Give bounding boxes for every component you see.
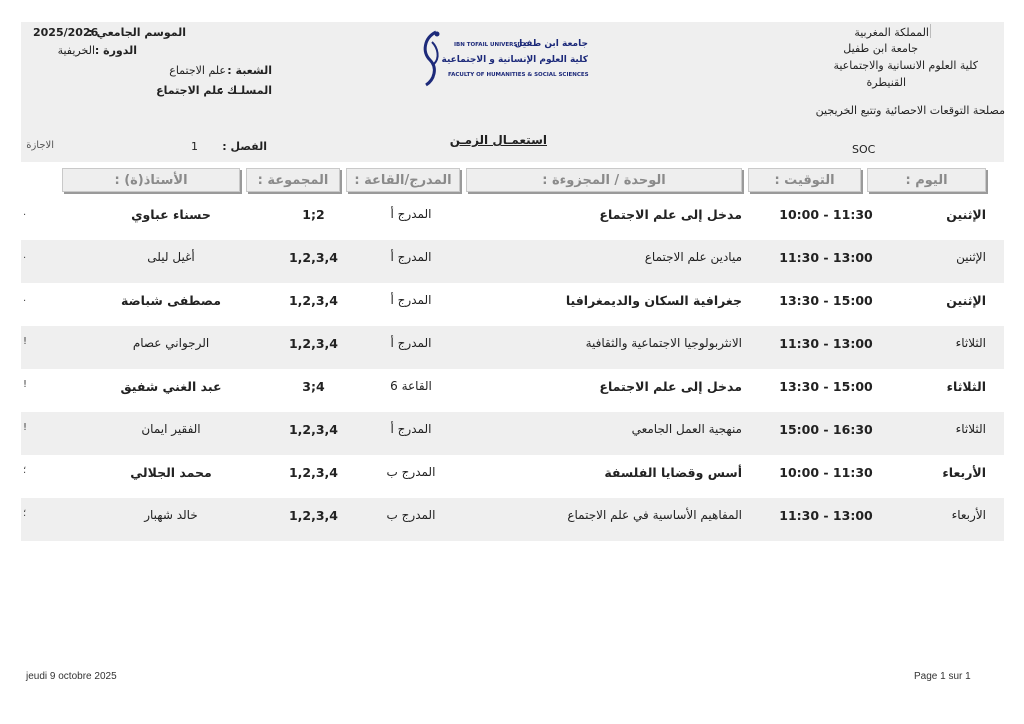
column-header-module: الوحدة / المجزوءة :	[466, 168, 742, 192]
cell-time: 11:30 - 13:00	[779, 336, 873, 351]
column-header-day: اليوم :	[867, 168, 986, 192]
table-row	[21, 455, 1004, 498]
cell-module: أسس وقضايا الفلسفة	[604, 465, 742, 480]
cell-edge-mark: .	[23, 250, 27, 261]
cell-group: 1,2,3,4	[288, 250, 339, 265]
cell-day: الأربعاء	[942, 465, 986, 480]
cell-professor: حسناء عباوي	[131, 207, 211, 222]
track-value: علم الاجتماع	[156, 84, 224, 97]
logo-ar-line1: جامعة ابن طفيل	[514, 39, 588, 49]
cell-group: 1,2,3,4	[288, 336, 339, 351]
cell-time: 11:30 - 13:00	[779, 508, 873, 523]
faculty-text: كلية العلوم الانسانية والاجتماعية	[833, 59, 978, 72]
table-row	[21, 326, 1004, 369]
kingdom-text: المملكة المغربية	[854, 26, 929, 39]
cell-module: الانثربولوجيا الاجتماعية والثقافية	[585, 336, 742, 350]
cell-day: الإثنين	[946, 293, 986, 308]
season-value: 2025/2026	[33, 26, 99, 39]
code-text: SOC	[852, 143, 876, 156]
track-label: المسلـك :	[218, 84, 272, 97]
cell-day: الثلاثاء	[946, 379, 986, 394]
logo-en-line1: IBN TOFAIL UNIVERSITY	[454, 42, 528, 48]
season-label: الموسم الجامعي :	[88, 26, 186, 39]
cell-edge-mark: ؛	[23, 465, 27, 476]
cell-day: الإثنين	[956, 250, 986, 264]
column-header-professor: الأستاذ(ة) :	[62, 168, 240, 192]
cell-edge-mark: .	[23, 293, 27, 304]
cell-day: الأربعاء	[951, 508, 986, 522]
cell-day: الثلاثاء	[955, 422, 986, 436]
cell-module: مدخل إلى علم الاجتماع	[599, 379, 742, 394]
cell-room: المدرج أ	[390, 250, 432, 264]
cell-professor: محمد الجلالي	[130, 465, 212, 480]
column-header-group: المجموعة :	[246, 168, 340, 192]
cell-module: جغرافية السكان والديمغرافيا	[565, 293, 742, 308]
cell-room: المدرج ب	[386, 465, 436, 479]
service-text: مصلحة التوقعات الاحصائية وتتبع الخريجين	[815, 104, 1005, 117]
table-row	[21, 412, 1004, 455]
university-logo	[418, 26, 598, 92]
cell-edge-mark: !	[23, 336, 28, 347]
table-row	[21, 240, 1004, 283]
branch-value: علم الاجتماع	[169, 64, 226, 77]
cell-professor: مصطفى شباضة	[121, 293, 221, 308]
session-value: الخريفية	[57, 44, 95, 57]
cell-group: 3;4	[302, 379, 325, 394]
footer-date: jeudi 9 octobre 2025	[26, 671, 117, 682]
logo-ar-line2: كلية العلوم الإنسانية و الاجتماعية	[441, 55, 588, 65]
cell-professor: أغيل ليلى	[147, 250, 195, 264]
cell-time: 13:30 - 15:00	[779, 379, 873, 394]
cell-room: المدرج أ	[390, 293, 432, 307]
cell-room: القاعة 6	[390, 379, 432, 393]
cell-edge-mark: !	[23, 379, 28, 390]
footer-page: Page 1 sur 1	[914, 671, 971, 682]
table-row	[21, 498, 1004, 541]
cell-edge-mark: ؛	[23, 508, 27, 519]
degree-text: الاجازة	[26, 140, 54, 151]
table-row	[21, 283, 1004, 326]
cell-group: 1,2,3,4	[288, 422, 339, 437]
table-row	[21, 197, 1004, 240]
cell-time: 13:30 - 15:00	[779, 293, 873, 308]
cell-professor: الفقير ايمان	[141, 422, 201, 436]
page-title: استعمـال الزمـن	[449, 133, 547, 147]
cell-module: منهجية العمل الجامعي	[631, 422, 742, 436]
cell-group: 1,2,3,4	[288, 293, 339, 308]
cell-day: الثلاثاء	[955, 336, 986, 350]
cell-group: 1,2,3,4	[288, 465, 339, 480]
column-header-room: المدرج/القاعة :	[346, 168, 460, 192]
table-row	[21, 369, 1004, 412]
cell-edge-mark: !	[23, 422, 28, 433]
cell-time: 10:00 - 11:30	[779, 207, 873, 222]
cell-professor: خالد شهبار	[144, 508, 198, 522]
cell-day: الإثنين	[946, 207, 986, 222]
cell-professor: الرجواني عصام	[132, 336, 210, 350]
cell-module: المفاهيم الأساسية في علم الاجتماع	[567, 508, 742, 522]
cell-group: 1,2,3,4	[288, 508, 339, 523]
cell-time: 15:00 - 16:30	[779, 422, 873, 437]
cell-room: المدرج أ	[390, 207, 432, 221]
cell-professor: عبد الغني شفيق	[120, 379, 222, 394]
cell-room: المدرج ب	[386, 508, 436, 522]
cell-time: 10:00 - 11:30	[779, 465, 873, 480]
semester-label: الفصل :	[222, 140, 267, 153]
logo-en-line2: FACULTY OF HUMANITIES & SOCIAL SCIENCES	[448, 72, 589, 78]
cell-module: مدخل إلى علم الاجتماع	[599, 207, 742, 222]
session-label: الدورة :	[94, 44, 137, 57]
column-header-time: التوقيت :	[748, 168, 861, 192]
cell-time: 11:30 - 13:00	[779, 250, 873, 265]
university-text: جامعة ابن طفيل	[843, 42, 918, 55]
divider	[930, 24, 931, 38]
cell-room: المدرج أ	[390, 336, 432, 350]
cell-room: المدرج أ	[390, 422, 432, 436]
cell-edge-mark: .	[23, 207, 27, 218]
semester-value: 1	[191, 140, 198, 153]
cell-module: ميادين علم الاجتماع	[644, 250, 742, 264]
city-text: القنيطرة	[866, 76, 906, 89]
branch-label: الشعبة :	[227, 64, 272, 77]
cell-group: 1;2	[302, 207, 325, 222]
